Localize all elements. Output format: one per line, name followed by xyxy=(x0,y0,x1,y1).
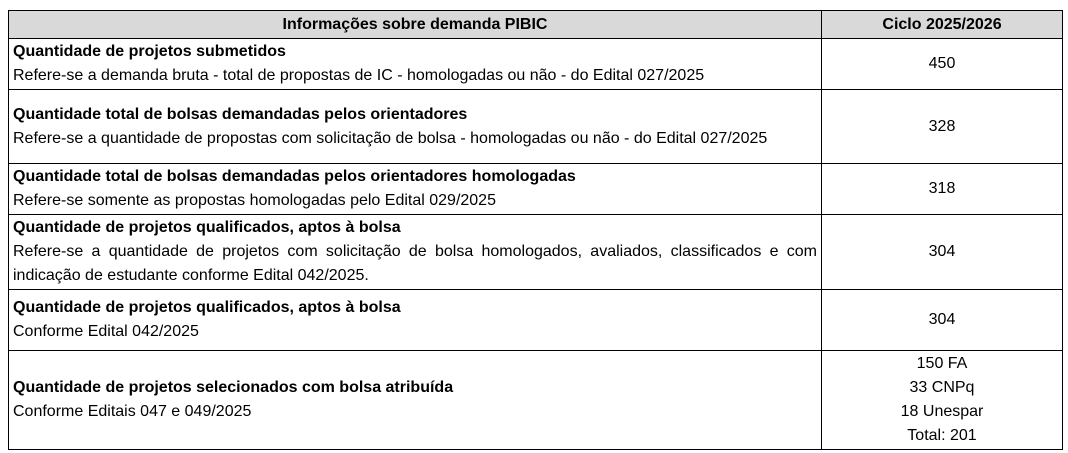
row-subtitle: Refere-se somente as propostas homologadas pelo Edital 029/2025 xyxy=(13,192,496,209)
header-cycle: Ciclo 2025/2026 xyxy=(822,11,1063,39)
row-title: Quantidade total de bolsas demandadas pelos orientadores xyxy=(13,105,468,123)
table-row xyxy=(9,164,1063,215)
row-value-list xyxy=(822,351,1063,450)
row-description-cell xyxy=(9,164,822,215)
table-row xyxy=(9,215,1063,290)
table-row xyxy=(9,351,1063,450)
value-cnpq: 33 CNPq xyxy=(909,379,975,396)
row-title: Quantidade de projetos qualificados, aptos à bolsa xyxy=(13,299,401,316)
value-total: Total: 201 xyxy=(907,427,977,444)
row-title: Quantidade total de bolsas demandadas pelos orientadores homologadas xyxy=(13,168,576,185)
row-description-cell xyxy=(9,39,822,90)
row-value: 304 xyxy=(822,215,1063,290)
row-subtitle: Refere-se a quantidade de projetos com solicitação de bolsa homologados, avaliados, classificados e com indicação de estudante conforme Edital 042/2025. xyxy=(13,243,817,284)
row-subtitle: Refere-se a quantidade de propostas com solicitação de bolsa - homologadas ou não - do Edital 027/2025 xyxy=(13,129,768,147)
row-subtitle: Refere-se a demanda bruta - total de propostas de IC - homologadas ou não - do Edital 027/2025 xyxy=(13,67,705,84)
row-subtitle: Conforme Editais 047 e 049/2025 xyxy=(13,403,252,420)
table-row xyxy=(9,290,1063,351)
row-description-cell xyxy=(9,215,822,290)
row-description-cell xyxy=(9,90,822,164)
row-value: 304 xyxy=(822,290,1063,351)
header-info: Informações sobre demanda PIBIC xyxy=(9,11,822,39)
row-description-cell xyxy=(9,290,822,351)
row-subtitle: Conforme Edital 042/2025 xyxy=(13,323,199,340)
value-fa: 150 FA xyxy=(916,355,968,372)
table-row xyxy=(9,39,1063,90)
table-header-row xyxy=(9,11,1063,39)
row-value: 318 xyxy=(822,164,1063,215)
pibic-demand-table xyxy=(8,10,1063,450)
value-unespar: 18 Unespar xyxy=(900,403,984,420)
row-value: 328 xyxy=(822,90,1063,164)
row-value: 450 xyxy=(822,39,1063,90)
table-row xyxy=(9,90,1063,164)
row-title: Quantidade de projetos submetidos xyxy=(13,43,286,60)
row-title: Quantidade de projetos selecionados com bolsa atribuída xyxy=(13,379,454,396)
row-title: Quantidade de projetos qualificados, aptos à bolsa xyxy=(13,219,401,236)
row-description-cell xyxy=(9,351,822,450)
